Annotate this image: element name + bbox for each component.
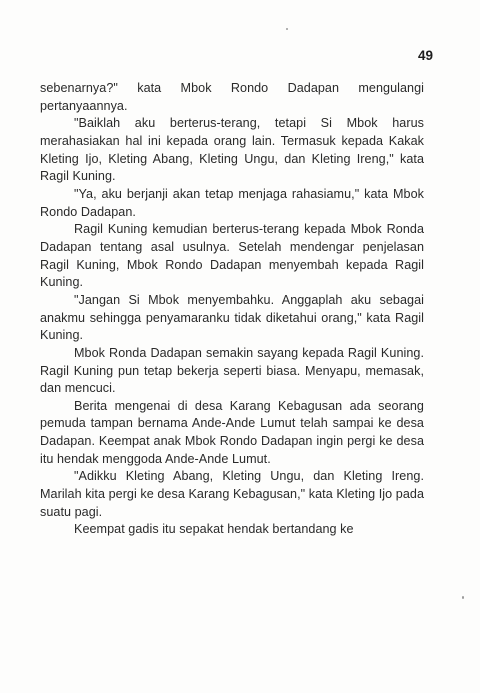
paragraph: "Jangan Si Mbok menyembahku. Anggaplah aku sebagai anakmu sehingga penyamaranku tidak diketahui orang," kata Ragil Kuning. [40,292,424,343]
body-text [40,80,424,539]
paragraph: Keempat gadis itu sepakat hendak bertandang ke [74,522,354,537]
paragraph: sebenarnya?" kata Mbok Rondo Dadapan mengulangi pertanyaannya. [40,81,424,113]
scan-speck [462,596,464,599]
paragraph: "Ya, aku berjanji akan tetap menjaga rahasiamu," kata Mbok Rondo Dadapan. [40,186,424,219]
paragraph: Berita mengenai di desa Karang Kebagusan ada seorang pemuda tampan bernama Ande-Ande Lumut telah sampai ke desa Dadapan. Keempat anak Mbok Rondo Dadapan ingin pergi ke desa itu hendak menggoda Ande-Ande Lumut. [40,398,424,466]
paragraph: "Adikku Kleting Abang, Kleting Ungu, dan Kleting Ireng. Marilah kita pergi ke desa Karang Kebagusan," kata Kleting Ijo pada suatu pagi. [40,469,424,519]
scan-speck [286,28,288,30]
paragraph: Mbok Ronda Dadapan semakin sayang kepada Ragil Kuning. Ragil Kuning pun tetap bekerja seperti biasa. Menyapu, memasak, dan mencuci. [40,345,424,396]
paragraph: Ragil Kuning kemudian berterus-terang kepada Mbok Ronda Dadapan tentang asal usulnya. Setelah mendengar penjelasan Ragil Kuning, Mbok Rondo Dadapan menyembah kepada Ragil Kuning. [40,222,424,290]
page-number: 49 [417,48,433,63]
paragraph: "Baiklah aku berterus-terang, tetapi Si Mbok harus merahasiakan hal ini kepada orang lain. Termasuk kepada Kakak Kleting Ijo, Kleting Abang, Kleting Ungu, dan Kleting Ireng," kata Ragil Kuning. [40,116,424,184]
